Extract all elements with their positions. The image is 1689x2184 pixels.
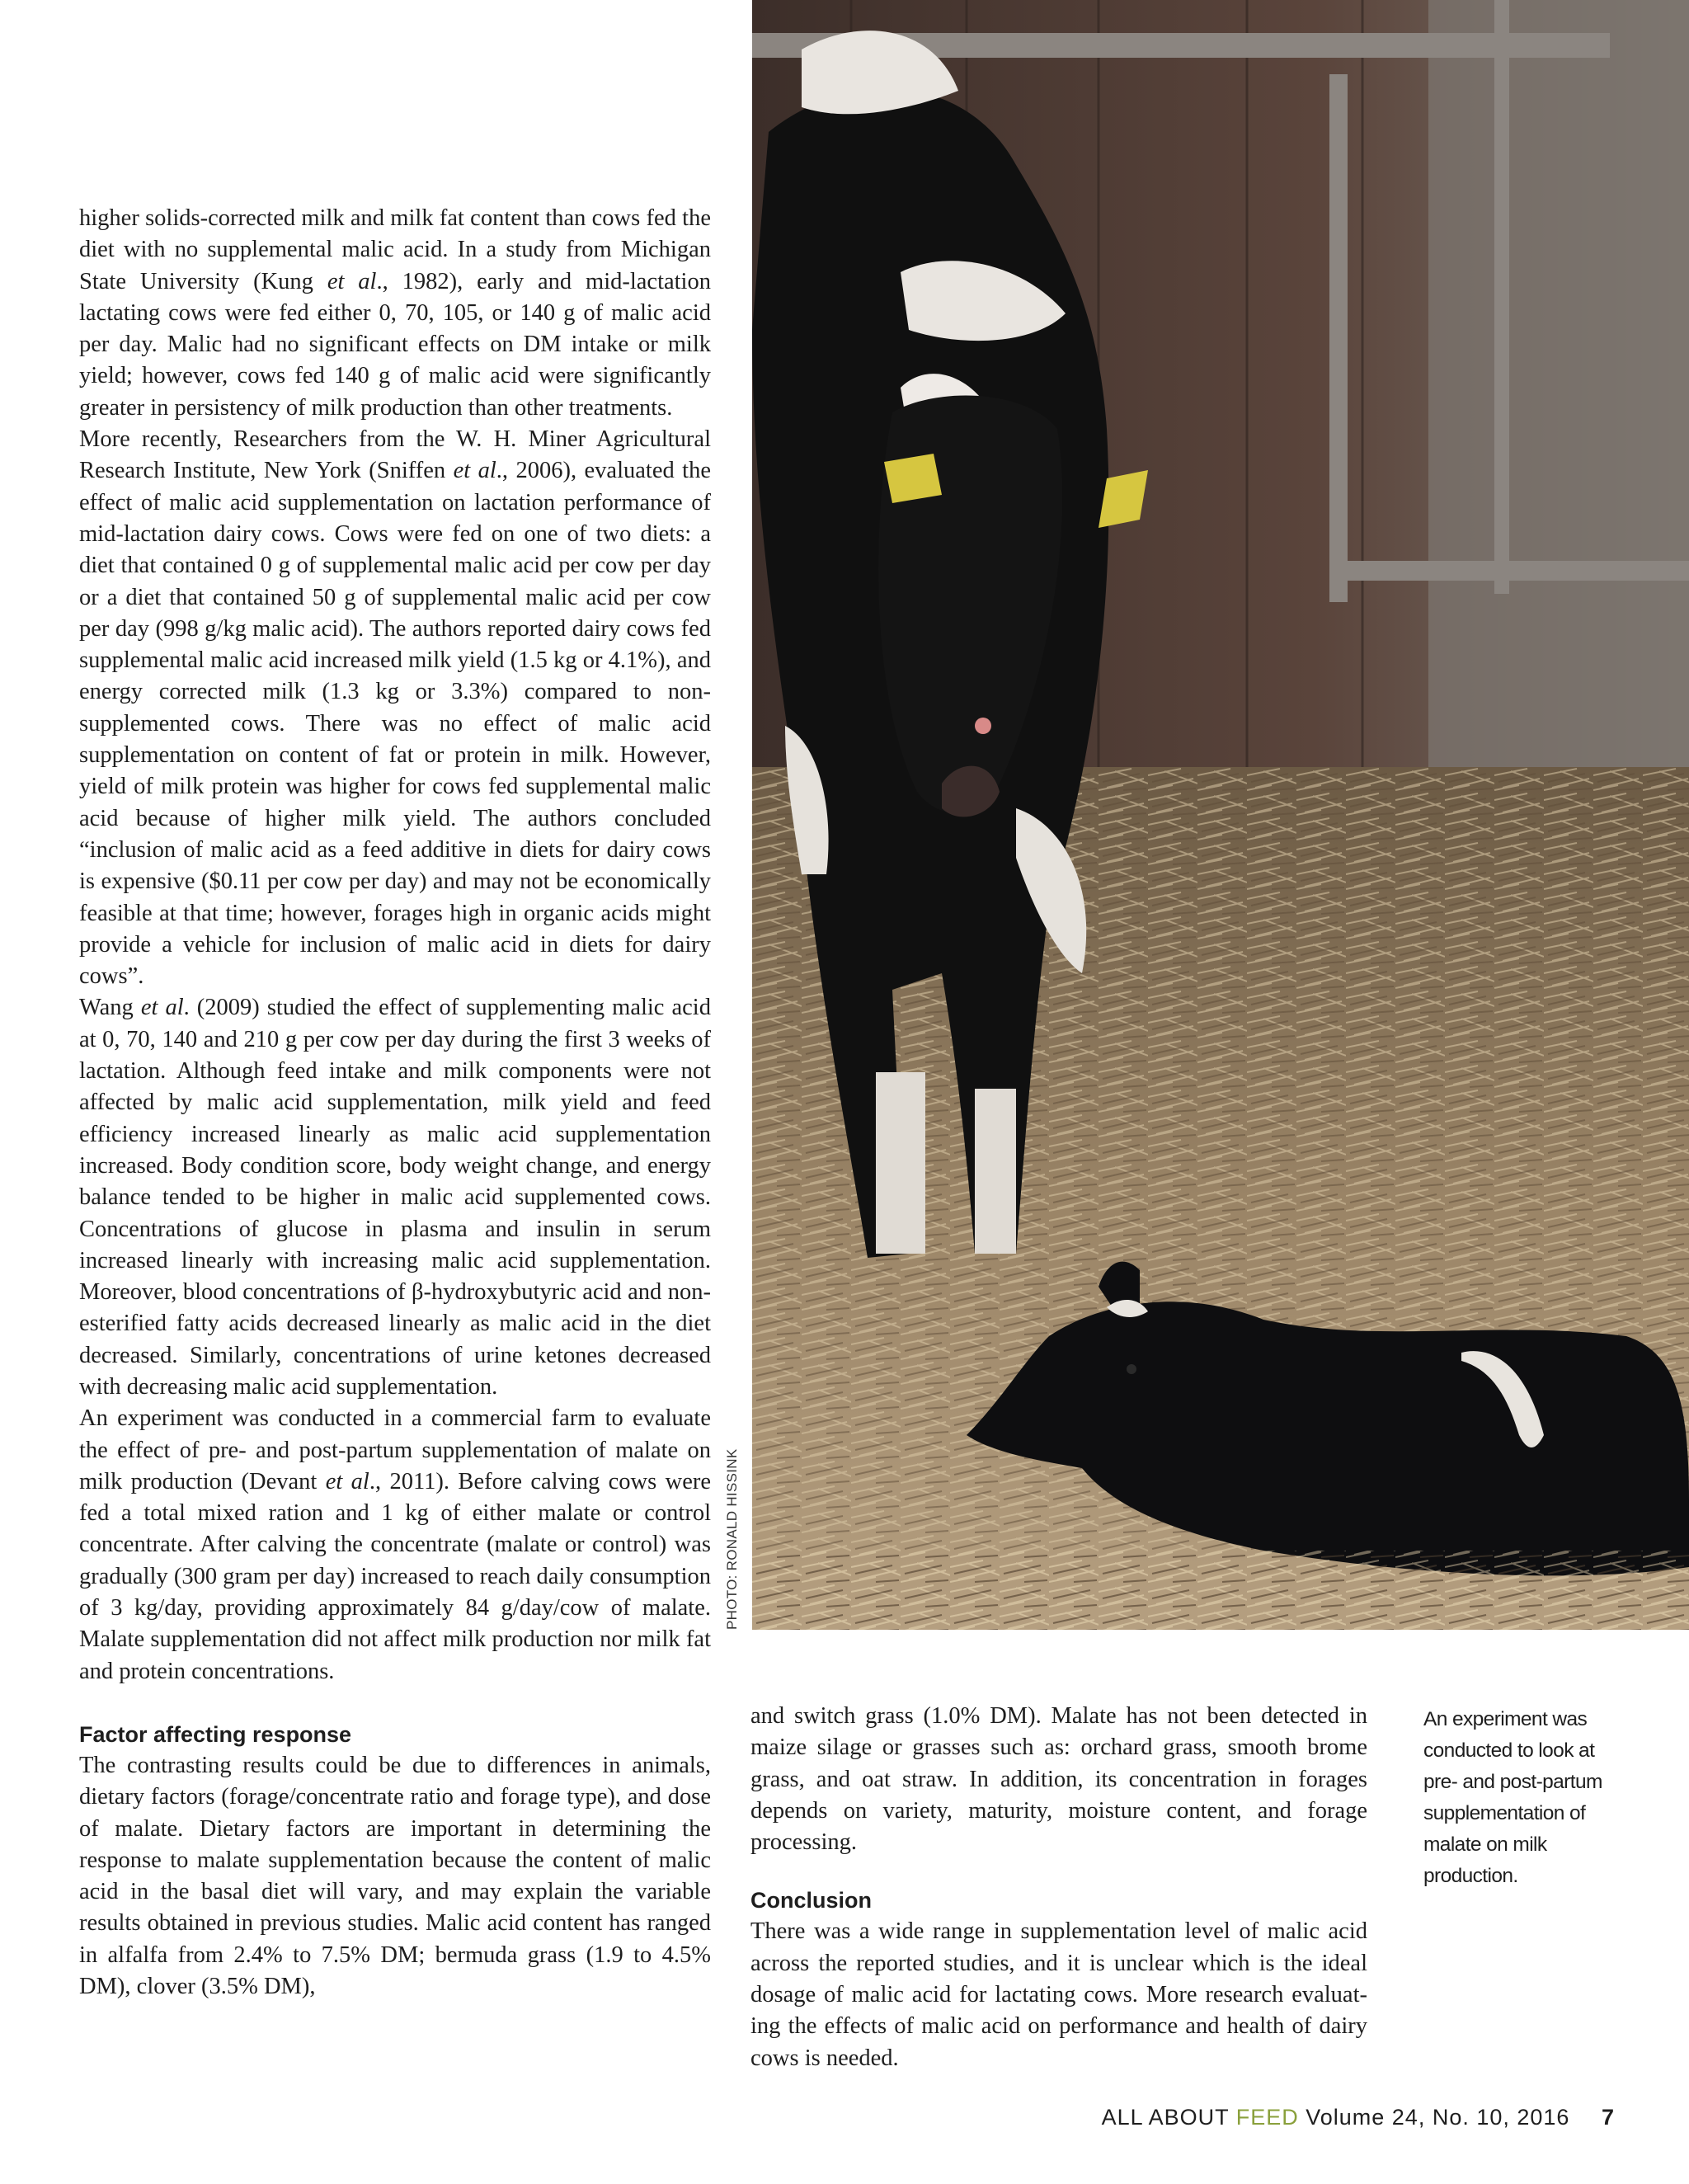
article-right-column [750, 1701, 1367, 2074]
forage-paragraph: and switch grass (1.0% DM). Malate has not been detected in maize silage or grasses such as: orchard grass, smooth brome grass, and oat straw. In addition, its concentration in forages depends on variety, maturity, moisture content, and forage processing. [750, 1703, 1367, 1856]
body-paragraph: Wang et al. (2009) studied the effect of supplementing malic acid at 0, 70, 140 and 210 g per cow per day during the first 3 weeks of lactation. Although feed intake and milk components were not affected by malic acid supplementation, milk yield and feed efficiency increased linearly as malic acid supplementation increased. Body condition score, body weight change, and energy balance tended to be higher in malic acid supplemented cows. Concentrations of glucose in plasma and insulin in serum increased linearly with increasing malic acid supplementation. Moreover, blood concentrations of β-hydroxybutyric acid and non-esterified fatty acids decreased linearly as malic acid in the diet decreased. Similarly, concentrations of urine ketones decreased with decreasing malic acid supplementation. [79, 995, 711, 1400]
italic-citation: et al [453, 458, 496, 484]
italic-citation: et al [325, 1468, 369, 1494]
page-footer [1072, 2105, 1615, 2130]
left-paragraphs [79, 203, 711, 1687]
magazine-name-prefix: ALL ABOUT [1101, 2105, 1230, 2130]
issue-info: Volume 24, No. 10, 2016 [1306, 2105, 1570, 2130]
body-paragraph: More recently, Researchers from the W. H. Miner Agricultural Research Institute, New York (Sniffen et al., 2006), evaluated the effect of malic acid supplementation on lactation performance of mid-lactation dairy cows. Cows were fed on one of two diets: a diet that contained 0 g of supplemental malic acid per cow per day or a diet that contained 50 g of supplemental malic acid per cow per day (998 g/kg malic acid). The authors reported dairy cows fed supplemental malic acid increased milk yield (1.5 kg or 4.1%), and energy corrected milk (1.3 kg or 3.3%) compared to non-supplemented cows. There was no effect of malic acid supplementation on content of fat or protein in milk. However, yield of milk protein was higher for cows fed supplemental malic acid because of higher milk yield. The authors concluded “inclusion of malic acid as a feed additive in diets for dairy cows is expensive ($0.11 per cow per day) and may not be economically feasible at that time; however, forages high in organic acids might provide a vehicle for inclusion of malic acid in diets for dairy cows”. [79, 426, 711, 990]
conclusion-paragraph: There was a wide range in supplementation level of malic acid across the reported studies, and it is unclear which is the ideal dosage of malic acid for lactating cows. More research evaluating the effects of malic acid on performance and health of dairy cows is needed. [750, 1918, 1367, 2071]
conclusion-heading: Conclusion [750, 1888, 872, 1913]
italic-citation: et al [327, 268, 377, 294]
body-paragraph: An experiment was conducted in a commercial farm to evaluate the effect of pre- and post-partum supplementation of malate on milk production (Devant et al., 2011). Before calving cows were fed a total mixed ration and 1 kg of either malate or control concentrate. After calving the concentrate (malate or control) was gradually (300 gram per day) increased to reach daily consumption of 3 kg/day, providing approximately 84 g/day/cow of malate. Malate supplementation did not affect milk production nor milk fat and protein concentrations. [79, 1405, 711, 1684]
article-left-column [79, 203, 711, 2003]
magazine-name-accent: FEED [1235, 2105, 1299, 2130]
factor-heading: Factor affecting response [79, 1721, 352, 1747]
body-paragraph: higher solids-corrected milk and milk fat content than cows fed the diet with no supplemental malic acid. In a study from Michigan State University (Kung et al., 1982), early and mid-lactation lactating cows were fed either 0, 70, 105, or 140 g of malic acid per day. Malic had no significant effects on DM intake or milk yield; however, cows fed 140 g of malic acid were significantly greater in persistency of milk production than other treatments. [79, 205, 711, 421]
photo-caption: An experiment was conducted to look at pre- and post-partum supplementation of malate on milk production. [1423, 1708, 1602, 1887]
factor-paragraph: The contrasting results could be due to differences in animals, dietary factors (forage/concentrate ratio and forage type), and dose of malate. Dietary factors are important in determining the response to malate supplementation because the content of malic acid in the basal diet will vary, and may explain the variable results obtained in previous studies. Malic acid content has ranged in alfalfa from 2.4% to 7.5% DM; bermuda grass (1.9 to 4.5% DM), clover (3.5% DM), [79, 1752, 711, 2000]
cow-and-calf-photo [752, 0, 1689, 1630]
photo-credit: PHOTO: RONALD HISSINK [724, 1448, 740, 1630]
page-number: 7 [1601, 2105, 1615, 2130]
italic-citation: et al [140, 995, 184, 1021]
